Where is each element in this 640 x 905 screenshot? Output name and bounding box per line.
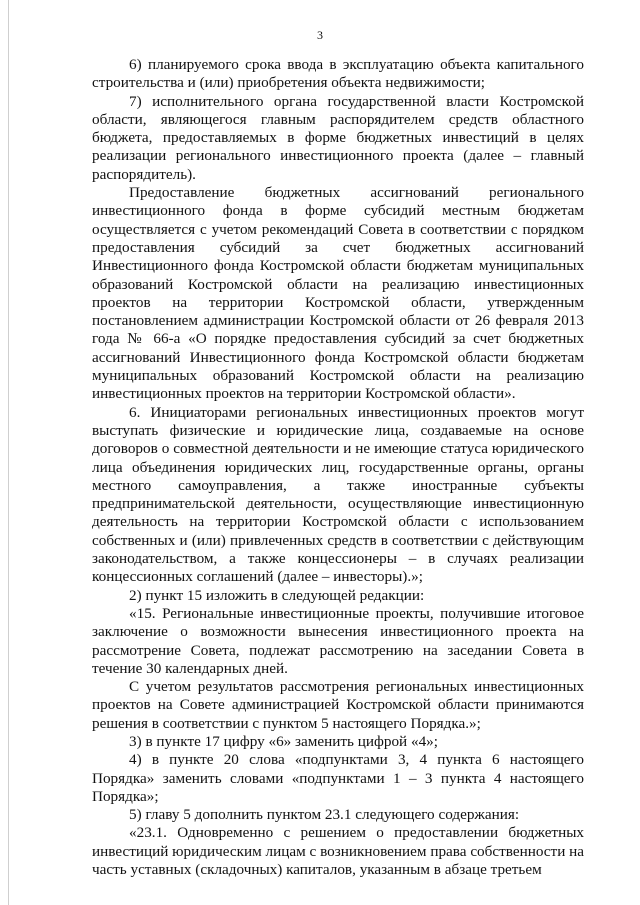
paragraph-amendment-3: 3) в пункте 17 цифру «6» заменить цифрой «4»;	[129, 732, 438, 750]
paragraph-point-23-1: «23.1. Одновременно с решением о предоставлении бюджетных инвестиций юридическим лицам с возникновением права собственности на часть уставных (складочных) капиталов, указанным в абзаце третьем	[92, 824, 584, 879]
paragraph-amendment-4: 4) в пункте 20 слова «подпунктами 3, 4 пункта 6 настоящего Порядка» заменить словами «подпунктами 1 – 3 пункта 4 настоящего Порядка»;	[92, 751, 584, 805]
paragraph-item-7: 7) исполнительного органа государственной власти Костромской области, являющегося главным распорядителем средств областного бюджета, предоставляемых в форме бюджетных инвестиций в целях реализации регионального инвестиционного проекта (далее – главный распорядитель).	[92, 92, 584, 183]
page-number: 3	[317, 28, 323, 42]
paragraph-subsidies: Предоставление бюджетных ассигнований регионального инвестиционного фонда в форме субсидий местным бюджетам осуществляется с учетом рекомендаций Совета в соответствии с порядком предоставления субсидий за счет бюджетных ассигнований Инвестиционного фонда Костромской области бюджетам муниципальных образований Костромской области на реализацию инвестиционных проектов на территории Костромской области, утвержденным постановлением администрации Костромской области от 26 февраля 2013 года № 66-а «О порядке предоставления субсидий за счет бюджетных ассигнований Инвестиционного фонда Костромской области бюджетам муниципальных образований Костромской области на реализацию инвестиционных проектов на территории Костромской области».	[92, 184, 584, 403]
scan-edge-line	[8, 0, 9, 905]
paragraph-item-6: 6) планируемого срока ввода в эксплуатацию объекта капитального строительства и (или) приобретения объекта недвижимости;	[92, 56, 584, 92]
paragraph-point-15: «15. Региональные инвестиционные проекты, получившие итоговое заключение о возможности вынесения инвестиционного проекта на рассмотрение Совета, подлежат рассмотрению на заседании Совета в течение 30 календарных дней.	[92, 604, 584, 677]
paragraph-amendment-5: 5) главу 5 дополнить пунктом 23.1 следующего содержания:	[129, 806, 520, 824]
paragraph-point-6-initiators: 6. Инициаторами региональных инвестиционных проектов могут выступать физические и юридические лица, создаваемые на основе договоров о совместной деятельности и не имеющие статуса юридического лица объединения юридических лиц, государственные органы, органы местного самоуправления, а также иностранные субъекты предпринимательской деятельности, осуществляющие инвестиционную деятельность на территории Костромской области с использованием собственных и (или) привлеченных средств в соответствии с действующим законодательством, а также концессионеры – в случаях реализации концессионных соглашений (далее – инвесторы).»;	[92, 403, 584, 586]
paragraph-amendment-2: 2) пункт 15 изложить в следующей редакции:	[129, 586, 425, 604]
paragraph-council-results: С учетом результатов рассмотрения региональных инвестиционных проектов на Совете администрацией Костромской области принимаются решения в соответствии с пунктом 5 настоящего Порядка.»;	[92, 678, 584, 732]
document-body	[92, 56, 584, 879]
